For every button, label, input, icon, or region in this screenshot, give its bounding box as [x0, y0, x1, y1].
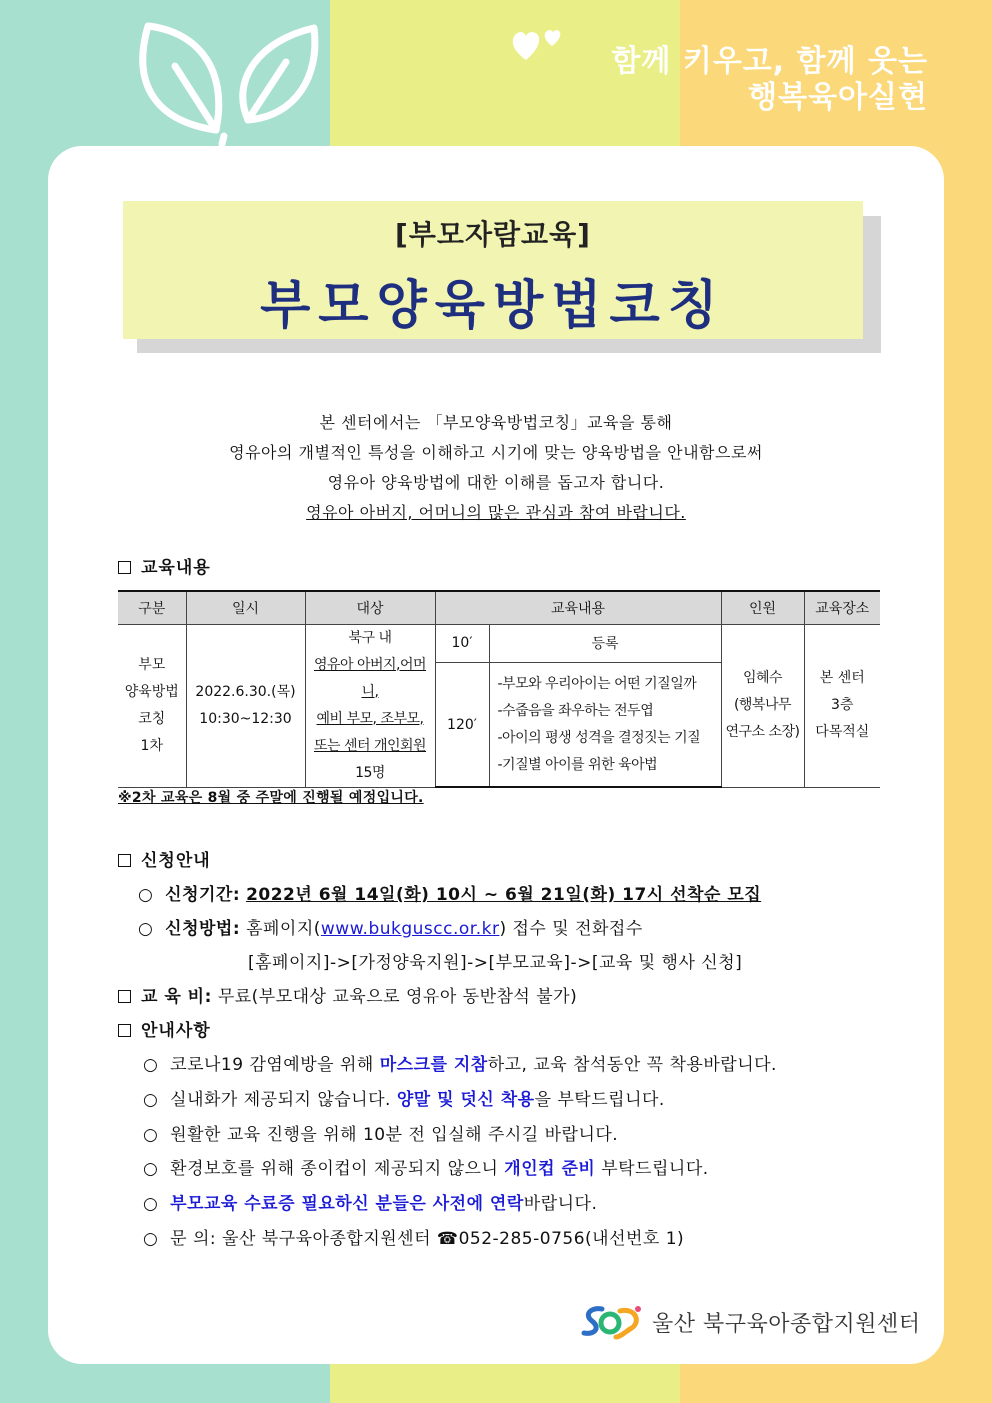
header-instructor: 인원	[721, 591, 804, 624]
notice-item-arrival: ○ 원활한 교육 진행을 위해 10분 전 입실해 주시길 바랍니다.	[143, 1125, 619, 1145]
notice-item-socks: ○ 실내화가 제공되지 않습니다. 양말 및 덧신 착용을 부탁드립니다.	[143, 1090, 665, 1110]
notice-item-certificate: ○ 부모교육 수료증 필요하신 분들은 사전에 연락바랍니다.	[143, 1194, 598, 1214]
apply-period-value: 2022년 6월 14일(화) 10시 ~ 6월 21일(화) 17시 선착순 모집	[246, 885, 762, 905]
notice-item-cup: ○ 환경보호를 위해 종이컵이 제공되지 않으니 개인컵 준비 부탁드립니다.	[143, 1159, 709, 1179]
intro-line1: 본 센터에서는 「부모양육방법코칭」교육을 통해	[319, 413, 673, 432]
apply-heading: 신청안내	[118, 846, 211, 871]
cell-time1: 10′	[435, 624, 489, 663]
header-category: 구분	[118, 591, 186, 624]
education-heading: 교육내용	[118, 553, 211, 578]
homepage-link[interactable]: www.bukguscc.or.kr	[320, 919, 500, 939]
second-session-note: ※2차 교육은 8월 중 주말에 진행될 예정입니다.	[118, 790, 424, 806]
apply-path: [홈페이지]->[가정양육지원]->[부모교육]->[교육 및 행사 신청]	[248, 953, 743, 973]
intro-line3: 영유아 양육방법에 대한 이해를 돕고자 합니다.	[327, 473, 665, 492]
notice-item-contact: ○ 문 의: 울산 북구육아종합지원센터 ☎052-285-0756(내선번호 1)	[143, 1229, 685, 1249]
checkbox-square-icon	[118, 561, 131, 574]
checkbox-square-icon	[118, 990, 131, 1003]
cell-topics: -부모와 우리아이는 어떤 기질일까 -수줍음을 좌우하는 전두엽 -아이의 평생 성격을 결정짓는 기질 -기질별 아이를 위한 육아법	[489, 663, 721, 787]
fee-line: 교 육 비: 무료(부모대상 교육으로 영유아 동반참석 불가)	[118, 982, 577, 1007]
apply-method: ○ 신청방법: 홈페이지(www.bukguscc.or.kr) 접수 및 전화접수	[138, 919, 643, 939]
notice-item-mask: ○ 코로나19 감염예방을 위해 마스크를 지참하고, 교육 참석동안 꼭 착용바랍니다.	[143, 1055, 777, 1075]
cell-date: 2022.6.30.(목) 10:30~12:30	[186, 624, 305, 787]
leaves-icon	[120, 18, 330, 148]
slogan-line1: 함께 키우고, 함께 웃는	[611, 44, 928, 79]
header-content: 교육내용	[435, 591, 721, 624]
header-date: 일시	[186, 591, 305, 624]
title-box	[123, 201, 863, 339]
cell-time2: 120′	[435, 663, 489, 787]
slogan	[611, 44, 928, 116]
org-name: 울산 북구육아종합지원센터	[652, 1311, 921, 1337]
hearts-icon	[508, 22, 568, 66]
cell-target: 북구 내 영유아 아버지,어머니, 예비 부모, 조부모, 또는 센터 개인회원 15명	[305, 624, 435, 787]
org-logo-icon	[580, 1303, 644, 1341]
checkbox-square-icon	[118, 854, 131, 867]
header-target: 대상	[305, 591, 435, 624]
intro-line4: 영유아 아버지, 어머니의 많은 관심과 참여 바랍니다.	[306, 503, 686, 522]
table-header-row	[118, 591, 880, 624]
cell-instructor: 임혜수 (행복나무 연구소 소장)	[721, 624, 804, 787]
intro-line2: 영유아의 개별적인 특성을 이해하고 시기에 맞는 양육방법을 안내함으로써	[229, 443, 763, 462]
slogan-line2: 행복육아실현	[748, 80, 928, 115]
checkbox-square-icon	[118, 1024, 131, 1037]
intro-text	[100, 408, 892, 528]
notice-heading: 안내사항	[118, 1016, 211, 1041]
cell-content1: 등록	[489, 624, 721, 663]
cell-place: 본 센터 3층 다목적실	[804, 624, 880, 787]
education-table	[118, 590, 880, 788]
title-main: 부모양육방법코칭	[260, 276, 726, 336]
cell-category: 부모 양육방법 코칭 1차	[118, 624, 186, 787]
header-place: 교육장소	[804, 591, 880, 624]
footer-logo	[580, 1302, 921, 1342]
title-subtitle: [부모자람교육]	[395, 218, 591, 251]
apply-period: ○ 신청기간: 2022년 6월 14일(화) 10시 ~ 6월 21일(화) 17시 선착순 모집	[138, 885, 762, 905]
table-row	[118, 624, 880, 663]
